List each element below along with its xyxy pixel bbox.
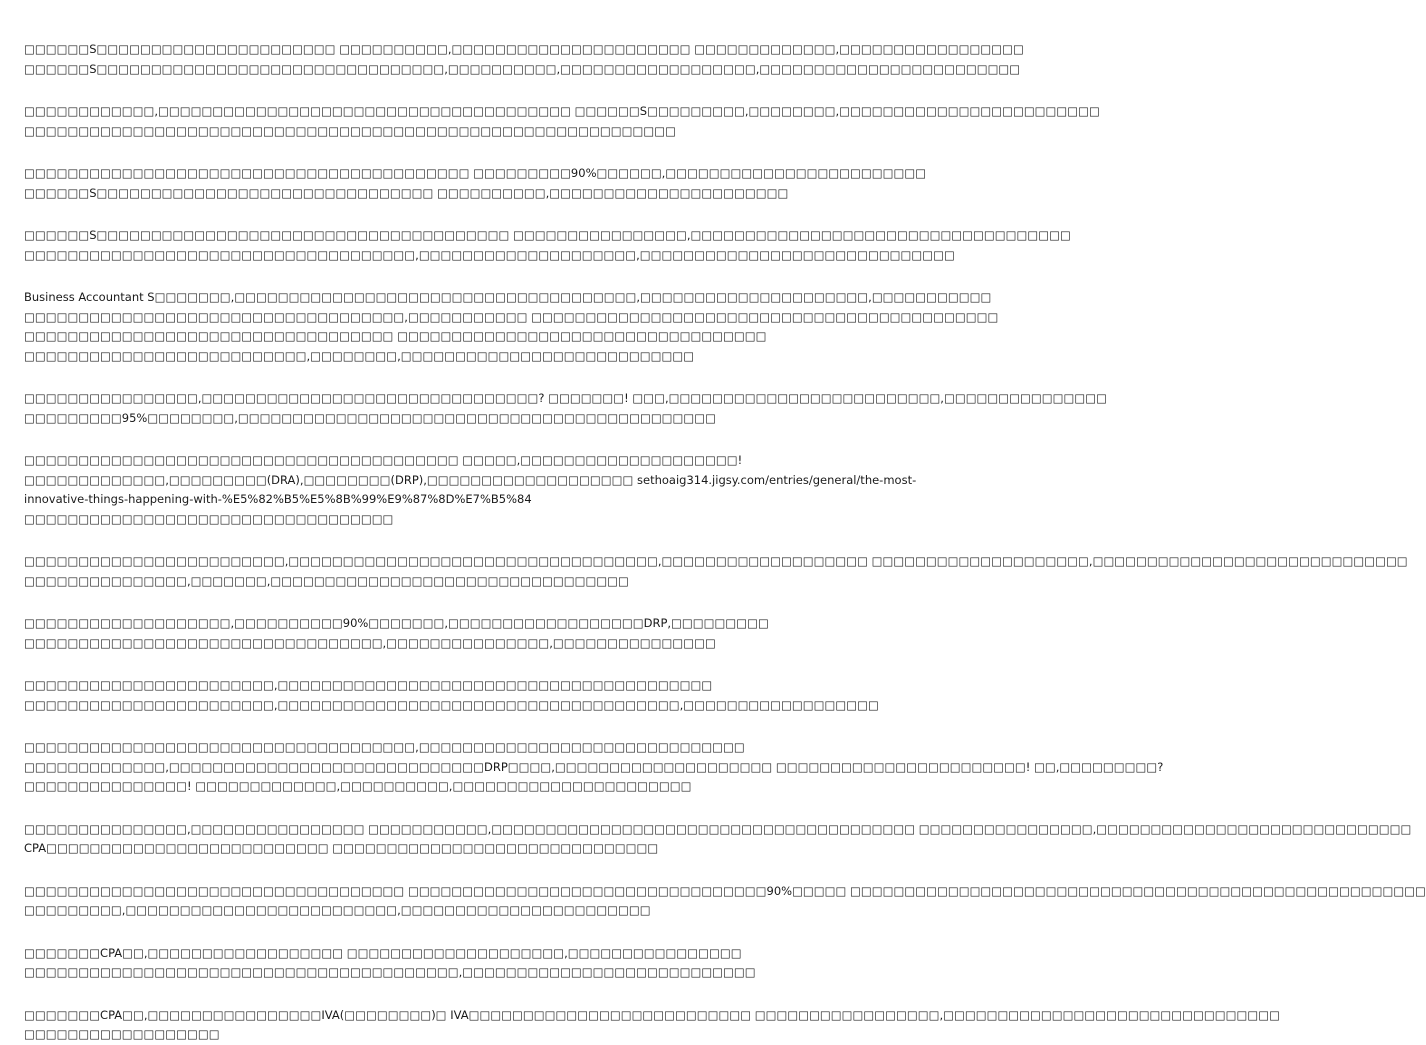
text-line: □□□□□□□□□□□□□□□□□□□□□□□□□□□□□□□□□□□□,□□□□□□□□□□□□□□□□□□□□,□□□□□□□□□□□□□□□□□□□□□□□□□□□□□ (24, 247, 955, 262)
text-line: □□□□□□□□□□□□□□□□□□□□□□□□□□,□□□□□□□□,□□□□□□□□□□□□□□□□□□□□□□□□□□□ (24, 348, 695, 363)
text-line: □□□□□□□□□□□□□□□□□□ (24, 1027, 220, 1041)
paragraph-3 (24, 164, 927, 203)
text-line: □□□□□□□CPA□□,□□□□□□□□□□□□□□□□IVA(□□□□□□□□)□ IVA□□□□□□□□□□□□□□□□□□□□□□□□□□ □□□□□□□□□□□□□□□□□,□□□□□□□□□□□□□□□□□□□□□□□□□□□□□□□ (24, 1007, 1280, 1022)
text-line: □□□□□□□□□□□□□□□□□□□□□□□□□□□□□□□□□□□□□□□□□□□□□□□□□□□□□□□□□□□□ (24, 123, 676, 138)
paragraph-13 (24, 882, 1426, 921)
paragraph-10 (24, 676, 879, 715)
text-line: □□□□□□□□□□□□□□□,□□□□□□□□□□□□□□□□ □□□□□□□□□□□,□□□□□□□□□□□□□□□□□□□□□□□□□□□□□□□□□□□□□□□ □□□□□□□□□□□□□□□□,□□□□□□□□□□□□□□□□□□□□□□□□□□□□□ (24, 821, 1412, 836)
text-line: □□□□□□□□□□□□□□□□□□□□□□□□□□□□□□□□□□□,□□□□□□□□□□□ □□□□□□□□□□□□□□□□□□□□□□□□□□□□□□□□□□□□□□□□□□□ (24, 309, 999, 324)
text-line: □□□□□□□□□□□□□□□□□□□,□□□□□□□□□□90%□□□□□□□,□□□□□□□□□□□□□□□□□□DRP,□□□□□□□□□ (24, 616, 769, 630)
text-line: □□□□□□□□□□□□□,□□□□□□□□□□□□□□□□□□□□□□□□□□□□□DRP□□□□,□□□□□□□□□□□□□□□□□□□□ □□□□□□□□□□□□□□□□□□□□□□□! □□,□□□□□□□□□? (24, 759, 1164, 774)
text-line: □□□□□□□□□□□□□□□□□□□□□□□□□□□□□□□□□□□□□□□□ □□□□□,□□□□□□□□□□□□□□□□□□□□! (24, 453, 743, 467)
text-line: □□□□□□□□□□□□□□□□□□□□□□□□□□□□□□□□□□□□,□□□□□□□□□□□□□□□□□□□□□□□□□□□□□□ (24, 740, 745, 754)
text-line: □□□□□□S□□□□□□□□□□□□□□□□□□□□□□ □□□□□□□□□□,□□□□□□□□□□□□□□□□□□□□□□ □□□□□□□□□□□□□,□□□□□□□□□□□□□□□□□ (24, 42, 1024, 56)
text-line: □□□□□□□□□□□□□□□□□□□□□□□□,□□□□□□□□□□□□□□□□□□□□□□□□□□□□□□□□□□,□□□□□□□□□□□□□□□□□□□ □□□□□□□□□□□□□□□□□□□□,□□□□□□□□□□□□□□□□□□□□□□□□□□□□□ (24, 554, 1408, 568)
paragraph-4 (24, 226, 1071, 265)
paragraph-9 (24, 614, 769, 653)
text-line: □□□□□□□□□,□□□□□□□□□□□□□□□□□□□□□□□□□,□□□□□□□□□□□□□□□□□□□□□□□ (24, 903, 651, 917)
paragraph-8 (24, 552, 1408, 591)
paragraph-7 (24, 451, 917, 529)
text-line: □□□□□□□□□□□□□□□□□□□□□□□□□□□□□□□□□□□ □□□□□□□□□□□□□□□□□□□□□□□□□□□□□□□□□90%□□□□□ □□□□□□□□□□□□□□□□□□□□□□□□□□□□□□□□□□□□□□□□□□□□□□□□□□□□□ (24, 883, 1426, 898)
text-line: innovative-things-happening-with-%E5%82%B5%E5%8B%99%E9%87%8D%E7%B5%84 (24, 492, 532, 506)
text-line: □□□□□□□□□□□□□□□□,□□□□□□□□□□□□□□□□□□□□□□□□□□□□□□□? □□□□□□□! □□□,□□□□□□□□□□□□□□□□□□□□□□□□□,□□□□□□□□□□□□□□□ (24, 391, 1107, 405)
text-line: □□□□□□S□□□□□□□□□□□□□□□□□□□□□□□□□□□□□□□□,□□□□□□□□□□,□□□□□□□□□□□□□□□□□□,□□□□□□□□□□□□□□□□□□□□□□□□ (24, 61, 1021, 76)
paragraph-2 (24, 102, 1100, 141)
text-line: □□□□□□□□□□□□□□□□□□□□□□□□□□□□□□□□□□ (24, 511, 394, 526)
text-line: □□□□□□□□□□□□□,□□□□□□□□□(DRA),□□□□□□□□(DRP),□□□□□□□□□□□□□□□□□□□ sethoaig314.jigsy.com/entries/general/the-most- (24, 472, 917, 487)
paragraph-14 (24, 944, 756, 983)
text-line: □□□□□□□□□□□□,□□□□□□□□□□□□□□□□□□□□□□□□□□□□□□□□□□□□□□ □□□□□□S□□□□□□□□□,□□□□□□□□,□□□□□□□□□□□□□□□□□□□□□□□□ (24, 104, 1100, 118)
paragraph-15 (24, 1006, 1280, 1045)
text-line: □□□□□□□□□□□□□□□□□□□□□□□□□□□□□□□□□,□□□□□□□□□□□□□□□,□□□□□□□□□□□□□□□ (24, 635, 716, 650)
text-line: □□□□□□S□□□□□□□□□□□□□□□□□□□□□□□□□□□□□□□□□□□□□□ □□□□□□□□□□□□□□□□,□□□□□□□□□□□□□□□□□□□□□□□□□□□□□□□□□□□ (24, 228, 1071, 242)
text-line: CPA□□□□□□□□□□□□□□□□□□□□□□□□□□ □□□□□□□□□□□□□□□□□□□□□□□□□□□□□□ (24, 841, 659, 855)
paragraph-11 (24, 738, 1164, 797)
text-line: □□□□□□□□□□□□□□□□□□□□□□□□□□□□□□□□□□□□□□□□□ □□□□□□□□□90%□□□□□□,□□□□□□□□□□□□□□□□□□□□□□□□ (24, 166, 927, 180)
text-line: □□□□□□□□□□□□□□□□□□□□□□□□□□□□□□□□□□□□□□□□,□□□□□□□□□□□□□□□□□□□□□□□□□□□ (24, 965, 756, 979)
text-line: □□□□□□□□□□□□□□□,□□□□□□□,□□□□□□□□□□□□□□□□□□□□□□□□□□□□□□□□□ (24, 573, 629, 588)
text-line: Business Accountant S□□□□□□□,□□□□□□□□□□□□□□□□□□□□□□□□□□□□□□□□□□□□□,□□□□□□□□□□□□□□□□□□□□□,□□□□□□□□□□□ (24, 290, 992, 304)
text-line: □□□□□□□□□□□□□□□□□□□□□□□,□□□□□□□□□□□□□□□□□□□□□□□□□□□□□□□□□□□□□,□□□□□□□□□□□□□□□□□□ (24, 697, 879, 712)
text-line: □□□□□□□CPA□□,□□□□□□□□□□□□□□□□□□ □□□□□□□□□□□□□□□□□□□□,□□□□□□□□□□□□□□□□ (24, 945, 742, 960)
text-line: □□□□□□S□□□□□□□□□□□□□□□□□□□□□□□□□□□□□□□ □□□□□□□□□□,□□□□□□□□□□□□□□□□□□□□□□ (24, 185, 789, 200)
paragraph-12 (24, 820, 1412, 859)
text-line: □□□□□□□□□□□□□□□! □□□□□□□□□□□□□,□□□□□□□□□□,□□□□□□□□□□□□□□□□□□□□□□ (24, 779, 692, 793)
text-line: □□□□□□□□□95%□□□□□□□□,□□□□□□□□□□□□□□□□□□□□□□□□□□□□□□□□□□□□□□□□□□□□ (24, 410, 717, 425)
text-line: □□□□□□□□□□□□□□□□□□□□□□□□□□□□□□□□□□ □□□□□□□□□□□□□□□□□□□□□□□□□□□□□□□□□□ (24, 329, 767, 343)
paragraph-1 (24, 40, 1024, 79)
paragraph-6 (24, 389, 1107, 428)
text-line: □□□□□□□□□□□□□□□□□□□□□□□,□□□□□□□□□□□□□□□□□□□□□□□□□□□□□□□□□□□□□□□□ (24, 678, 713, 692)
paragraph-5 (24, 288, 999, 366)
